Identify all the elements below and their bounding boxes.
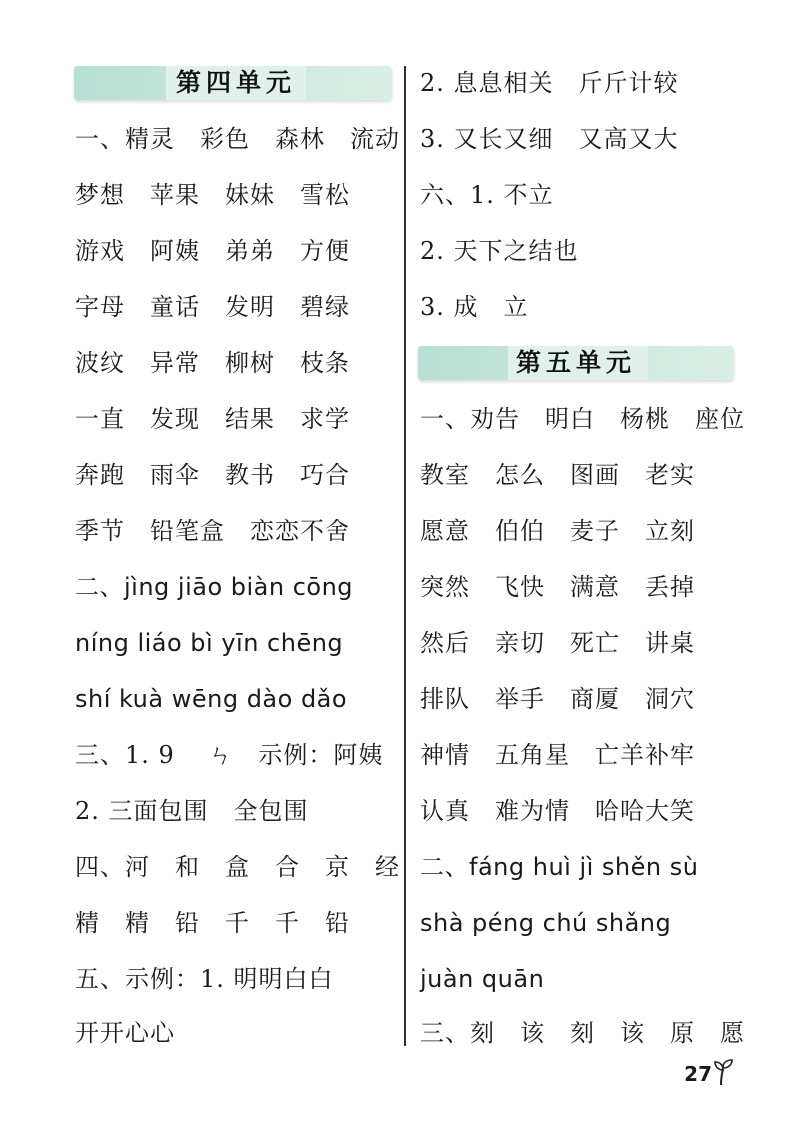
answer-line: 教室 怎么 图画 老实 [420, 461, 695, 489]
pinyin-line: juàn quān [420, 965, 545, 993]
pinyin-line: 二、fáng huì jì shěn sù [420, 853, 699, 881]
answer-line: 四、河 和 盒 合 京 经 [75, 853, 400, 881]
page-number: 27 [684, 1062, 712, 1086]
unit-four-title: 第四单元 [176, 68, 297, 97]
answer-line: 梦想 苹果 妹妹 雪松 [75, 181, 350, 209]
answer-line: 2. 息息相关 斤斤计较 [420, 69, 679, 97]
answer-line: 精 精 铅 千 千 铅 [75, 909, 350, 937]
sprout-icon [712, 1058, 734, 1086]
answer-line: 开开心心 [75, 1019, 175, 1047]
answer-line: 排队 举手 商厦 洞穴 [420, 685, 695, 713]
answer-line: 2. 天下之结也 [420, 237, 579, 265]
unit-five-title: 第五单元 [516, 348, 637, 377]
answer-line: 一直 发现 结果 求学 [75, 405, 350, 433]
answer-line: 愿意 伯伯 麦子 立刻 [420, 517, 695, 545]
pinyin-line: níng liáo bì yīn chēng [75, 629, 344, 657]
pinyin-line: 二、jìng jiāo biàn cōng [75, 573, 354, 601]
answer-line: 游戏 阿姨 弟弟 方便 [75, 237, 350, 265]
answer-line: 神情 五角星 亡羊补牢 [420, 741, 695, 769]
answer-line: 五、示例：1. 明明白白 [75, 965, 334, 993]
column-divider [404, 66, 406, 1046]
answer-line: 认真 难为情 哈哈大笑 [420, 797, 695, 825]
answer-line: 一、劝告 明白 杨桃 座位 [420, 405, 745, 433]
answer-line: 季节 铅笔盒 恋恋不舍 [75, 517, 350, 545]
answer-line: 一、精灵 彩色 森林 流动 [75, 125, 400, 153]
answer-line: 突然 飞快 满意 丢掉 [420, 573, 695, 601]
answer-line: 三、刻 该 刻 该 原 愿 [420, 1019, 745, 1047]
answer-line: 3. 成 立 [420, 293, 529, 321]
answer-line: 字母 童话 发明 碧绿 [75, 293, 350, 321]
answer-line: 然后 亲切 死亡 讲桌 [420, 629, 695, 657]
answer-line: 三、1. 9 ㄣ 示例：阿姨 [75, 741, 384, 769]
answer-line: 3. 又长又细 又高又大 [420, 125, 679, 153]
pinyin-line: shà péng chú shǎng [420, 909, 672, 937]
answer-line: 奔跑 雨伞 教书 巧合 [75, 461, 350, 489]
answer-line: 波纹 异常 柳树 枝条 [75, 349, 350, 377]
answer-line: 2. 三面包围 全包围 [75, 797, 309, 825]
answer-line: 六、1. 不立 [420, 181, 554, 209]
pinyin-line: shí kuà wēng dào dǎo [75, 685, 348, 713]
